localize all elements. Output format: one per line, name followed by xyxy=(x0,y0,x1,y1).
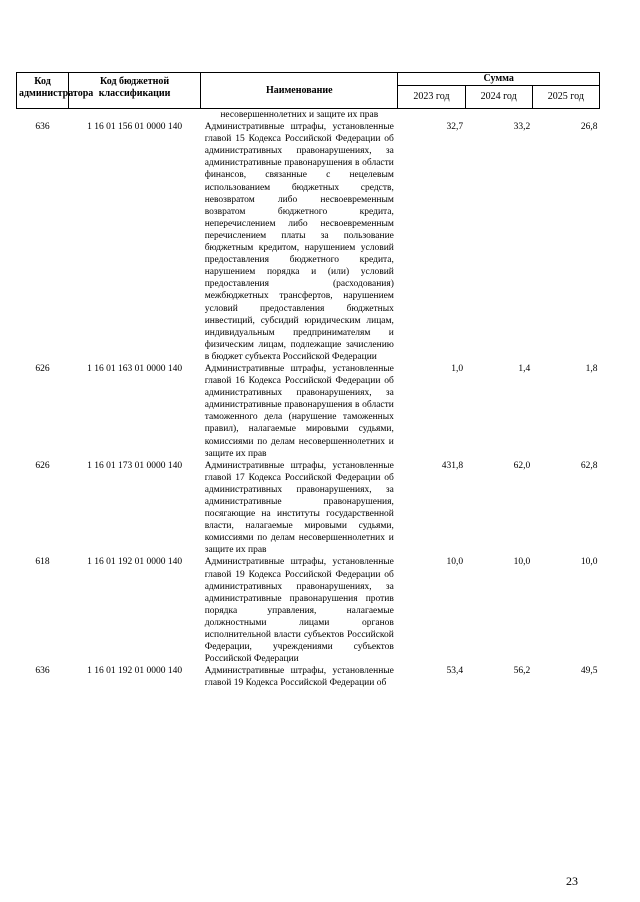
kbk-cell: 1 16 01 192 01 0000 140 xyxy=(87,666,183,677)
sum-2023-cell: 10,0 xyxy=(446,557,464,568)
sum-2024-cell: 56,2 xyxy=(513,666,531,677)
continuation-row xyxy=(17,109,600,122)
table-row xyxy=(17,121,600,363)
kbk-cell: 1 16 01 173 01 0000 140 xyxy=(87,460,183,471)
header-sum: Сумма xyxy=(398,73,600,86)
header-admin-code: Код администратора xyxy=(17,73,69,109)
page-number: 23 xyxy=(566,874,578,888)
sum-2025-cell: 26,8 xyxy=(580,122,598,133)
table-row xyxy=(17,556,600,665)
sum-2023-cell: 53,4 xyxy=(446,666,464,677)
sum-2024-cell: 1,4 xyxy=(518,363,531,374)
sum-2025-cell: 49,5 xyxy=(580,666,598,677)
header-name: Наименование xyxy=(201,73,398,109)
kbk-cell: 1 16 01 192 01 0000 140 xyxy=(87,557,183,568)
table-row xyxy=(17,665,600,689)
sum-2023-cell: 1,0 xyxy=(451,363,464,374)
name-cell: Административные штрафы, установленные главой 19 Кодекса Российской Федерации об административных правонарушениях, за административные правонарушения против порядка управления, налагаемые должностными лицами органов исполнительной власти субъектов Российской Федерации, учреждениями субъектов Российской Федерации xyxy=(204,557,394,665)
name-cell: Административные штрафы, установленные главой 15 Кодекса Российской Федерации об административных правонарушениях, за административные правонарушения в области финансов, связанные с нецелевым использованием бюджетных средств, невозвратом либо несвоевременным возвратом бюджетного кредита, неперечислением либо несвоевременным перечислением платы за пользование бюджетным кредитом, нарушением условий предоставления бюджетного кредита, нарушением порядка и (или) условий предоставления (расходования) межбюджетных трансфертов, нарушением условий предоставления бюджетных инвестиций, субсидий юридическим лицам, индивидуальным предпринимателям и физическим лицам, подлежащие зачислению в бюджет субъекта Российской Федерации xyxy=(204,122,394,362)
sum-2024-cell: 10,0 xyxy=(513,557,531,568)
name-cell: Административные штрафы, установленные главой 16 Кодекса Российской Федерации об административных правонарушениях, за административные правонарушения в области таможенного дела (нарушение таможенных правил), налагаемые мировыми судьями, комиссиями по делам несовершеннолетних и защите их прав xyxy=(204,363,394,459)
header-year-2024: 2024 год xyxy=(465,86,532,109)
sum-2024-cell: 62,0 xyxy=(513,460,531,471)
kbk-cell: 1 16 01 156 01 0000 140 xyxy=(87,122,183,133)
name-cell: Административные штрафы, установленные главой 19 Кодекса Российской Федерации об xyxy=(204,666,394,689)
admin-code-cell: 626 xyxy=(35,460,50,471)
table-row xyxy=(17,363,600,460)
admin-code-cell: 618 xyxy=(35,557,50,568)
header-year-2023: 2023 год xyxy=(398,86,465,109)
header-year-2025: 2025 год xyxy=(532,86,599,109)
table-row xyxy=(17,460,600,557)
sum-2025-cell: 10,0 xyxy=(580,557,598,568)
header-kbk: Код бюджетной классификации xyxy=(69,73,201,109)
continuation-text: несовершеннолетних и защите их прав xyxy=(220,110,379,120)
sum-2025-cell: 1,8 xyxy=(585,363,598,374)
sum-2023-cell: 431,8 xyxy=(441,460,464,471)
admin-code-cell: 636 xyxy=(35,666,50,677)
admin-code-cell: 636 xyxy=(35,122,50,133)
kbk-cell: 1 16 01 163 01 0000 140 xyxy=(87,363,183,374)
name-cell: Административные штрафы, установленные главой 17 Кодекса Российской Федерации об административных правонарушениях, за административные правонарушения, посягающие на институты государственной власти, налагаемые мировыми судьями, комиссиями по делам несовершеннолетних и защите их прав xyxy=(204,460,394,556)
sum-2024-cell: 33,2 xyxy=(513,122,531,133)
sum-2025-cell: 62,8 xyxy=(580,460,598,471)
sum-2023-cell: 32,7 xyxy=(446,122,464,133)
budget-revenue-table xyxy=(16,72,600,690)
admin-code-cell: 626 xyxy=(35,363,50,374)
